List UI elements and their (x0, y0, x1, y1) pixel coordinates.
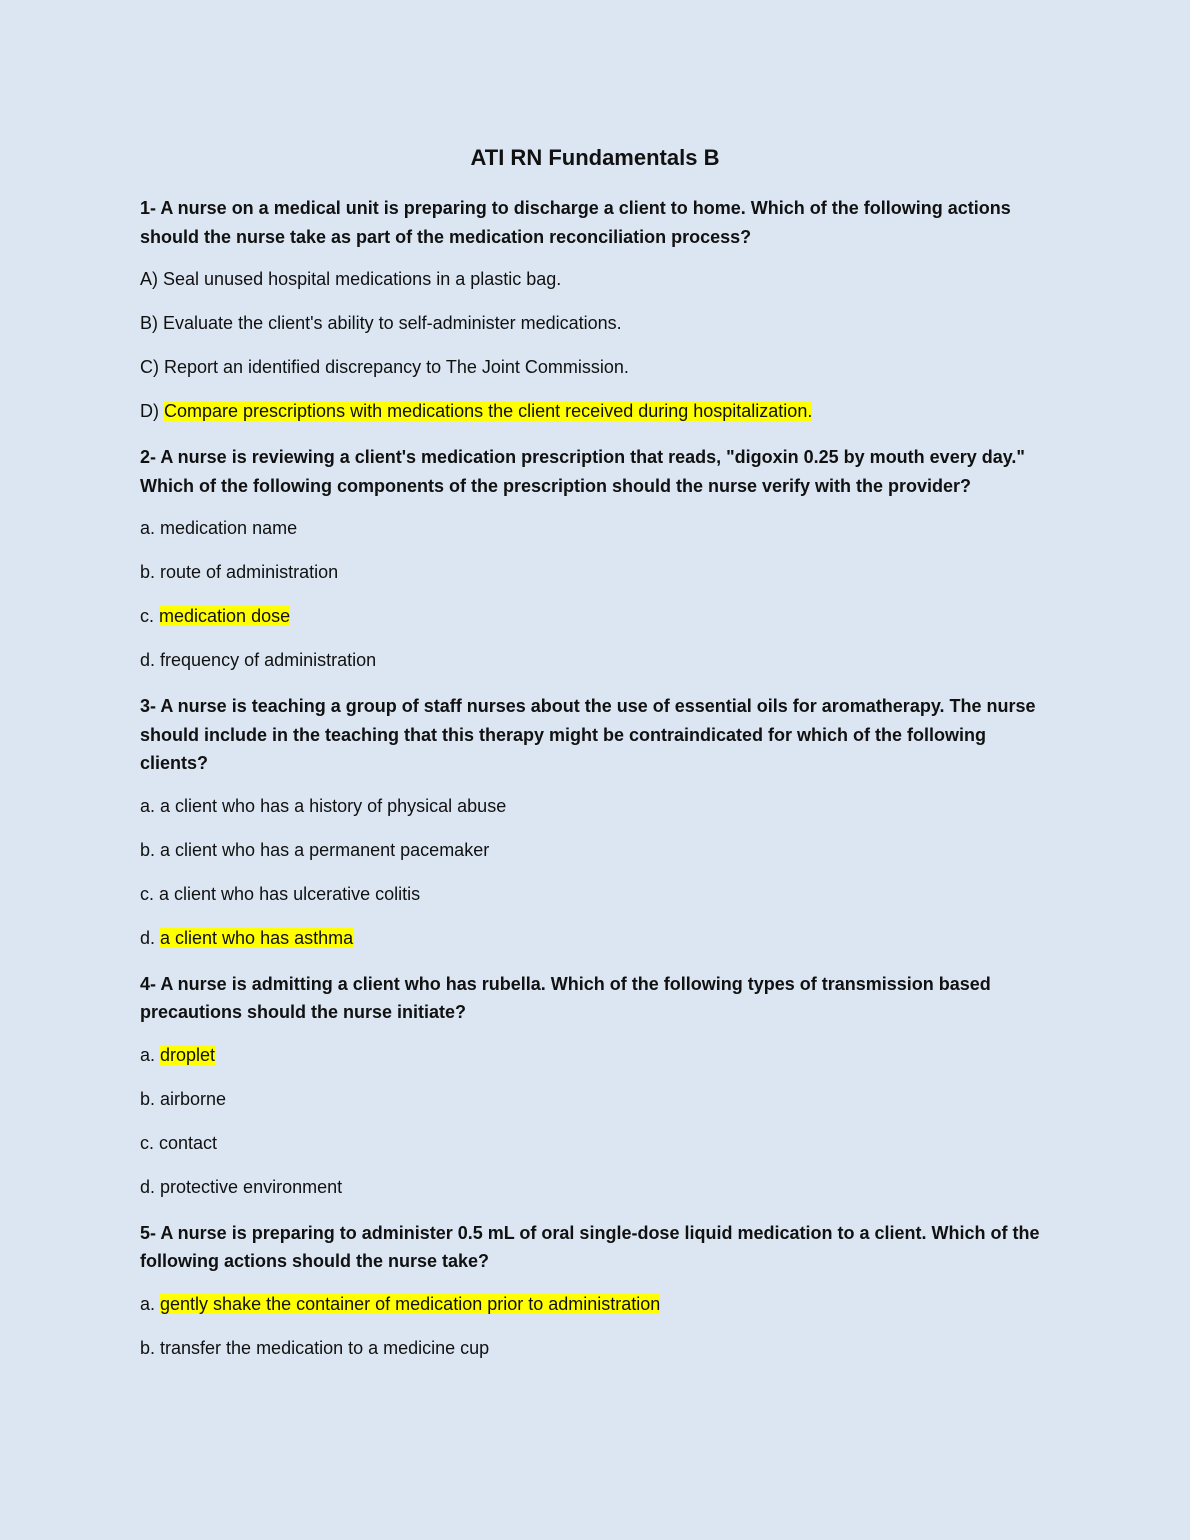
answer-option-highlighted (140, 399, 1050, 423)
answer-option (140, 267, 1050, 291)
option-prefix: C) (140, 357, 164, 377)
option-prefix: a. (140, 1293, 161, 1314)
highlighted-answer-text: gently shake the container of medication prior to administration (160, 1293, 661, 1314)
answer-option (140, 1336, 1050, 1360)
answer-option (140, 1175, 1050, 1199)
answer-option (140, 355, 1050, 379)
question-text: 5- A nurse is preparing to administer 0.5 mL of oral single-dose liquid medication to a client. Which of the following actions should the nurse take? (140, 1222, 1040, 1271)
option-prefix: a. (140, 1044, 161, 1065)
option-prefix: c. (140, 1132, 160, 1153)
question-text: 4- A nurse is admitting a client who has rubella. Which of the following types of transmission based precautions should the nurse initiate? (140, 973, 991, 1022)
question-text: 3- A nurse is teaching a group of staff nurses about the use of essential oils for aromatherapy. The nurse should include in the teaching that this therapy might be contraindicated for which of the following clients? (140, 696, 1036, 773)
question-block-1 (140, 194, 1050, 423)
option-text: Seal unused hospital medications in a plastic bag. (163, 269, 562, 289)
option-prefix: a. (140, 795, 161, 816)
answer-option-highlighted (140, 1043, 1050, 1067)
answer-option (140, 648, 1050, 672)
highlighted-answer-text: droplet (160, 1044, 216, 1065)
option-prefix: b. (140, 1337, 161, 1358)
option-prefix: c. (140, 606, 160, 626)
option-text: transfer the medication to a medicine cup (160, 1337, 490, 1358)
answer-option (140, 560, 1050, 584)
option-prefix: a. (140, 518, 161, 538)
option-prefix: d. (140, 1176, 161, 1197)
question-block-3 (140, 692, 1050, 950)
answer-option-highlighted (140, 1292, 1050, 1316)
option-text: airborne (160, 1088, 227, 1109)
option-text: route of administration (160, 562, 339, 582)
option-prefix: B) (140, 313, 164, 333)
highlighted-answer-text: a client who has asthma (160, 927, 354, 948)
answer-option (140, 311, 1050, 335)
answer-option (140, 516, 1050, 540)
option-text: contact (159, 1132, 218, 1153)
option-prefix: D) (140, 401, 164, 421)
answer-option (140, 838, 1050, 862)
question-text: 2- A nurse is reviewing a client's medication prescription that reads, "digoxin 0.25 by mouth every day." Which of the following components of the prescription should the nurse verify with the provider? (140, 447, 1025, 496)
question-block-2 (140, 443, 1050, 672)
highlighted-answer-text: Compare prescriptions with medications the client received during hospitalization. (164, 401, 813, 421)
option-prefix: A) (140, 269, 164, 289)
answer-option-highlighted (140, 604, 1050, 628)
option-prefix: b. (140, 1088, 161, 1109)
document-title: ATI RN Fundamentals B (470, 145, 720, 170)
option-prefix: b. (140, 562, 161, 582)
option-prefix: d. (140, 927, 161, 948)
option-text: a client who has a history of physical abuse (160, 795, 507, 816)
answer-option (140, 1131, 1050, 1155)
answer-option (140, 1087, 1050, 1111)
answer-option (140, 794, 1050, 818)
document-page (140, 142, 1050, 1380)
option-prefix: b. (140, 839, 161, 860)
option-text: a client who has a permanent pacemaker (160, 839, 490, 860)
option-text: frequency of administration (160, 650, 377, 670)
option-prefix: d. (140, 650, 161, 670)
question-block-5 (140, 1219, 1050, 1360)
option-text: protective environment (160, 1176, 343, 1197)
option-text: Report an identified discrepancy to The Joint Commission. (164, 357, 629, 377)
question-block-4 (140, 970, 1050, 1199)
option-text: medication name (160, 518, 298, 538)
answer-option (140, 882, 1050, 906)
highlighted-answer-text: medication dose (159, 606, 291, 626)
answer-option-highlighted (140, 926, 1050, 950)
option-text: a client who has ulcerative colitis (159, 883, 421, 904)
option-prefix: c. (140, 883, 160, 904)
option-text: Evaluate the client's ability to self-administer medications. (163, 313, 622, 333)
question-text: 1- A nurse on a medical unit is preparing to discharge a client to home. Which of the following actions should the nurse take as part of the medication reconciliation process? (140, 198, 1011, 247)
